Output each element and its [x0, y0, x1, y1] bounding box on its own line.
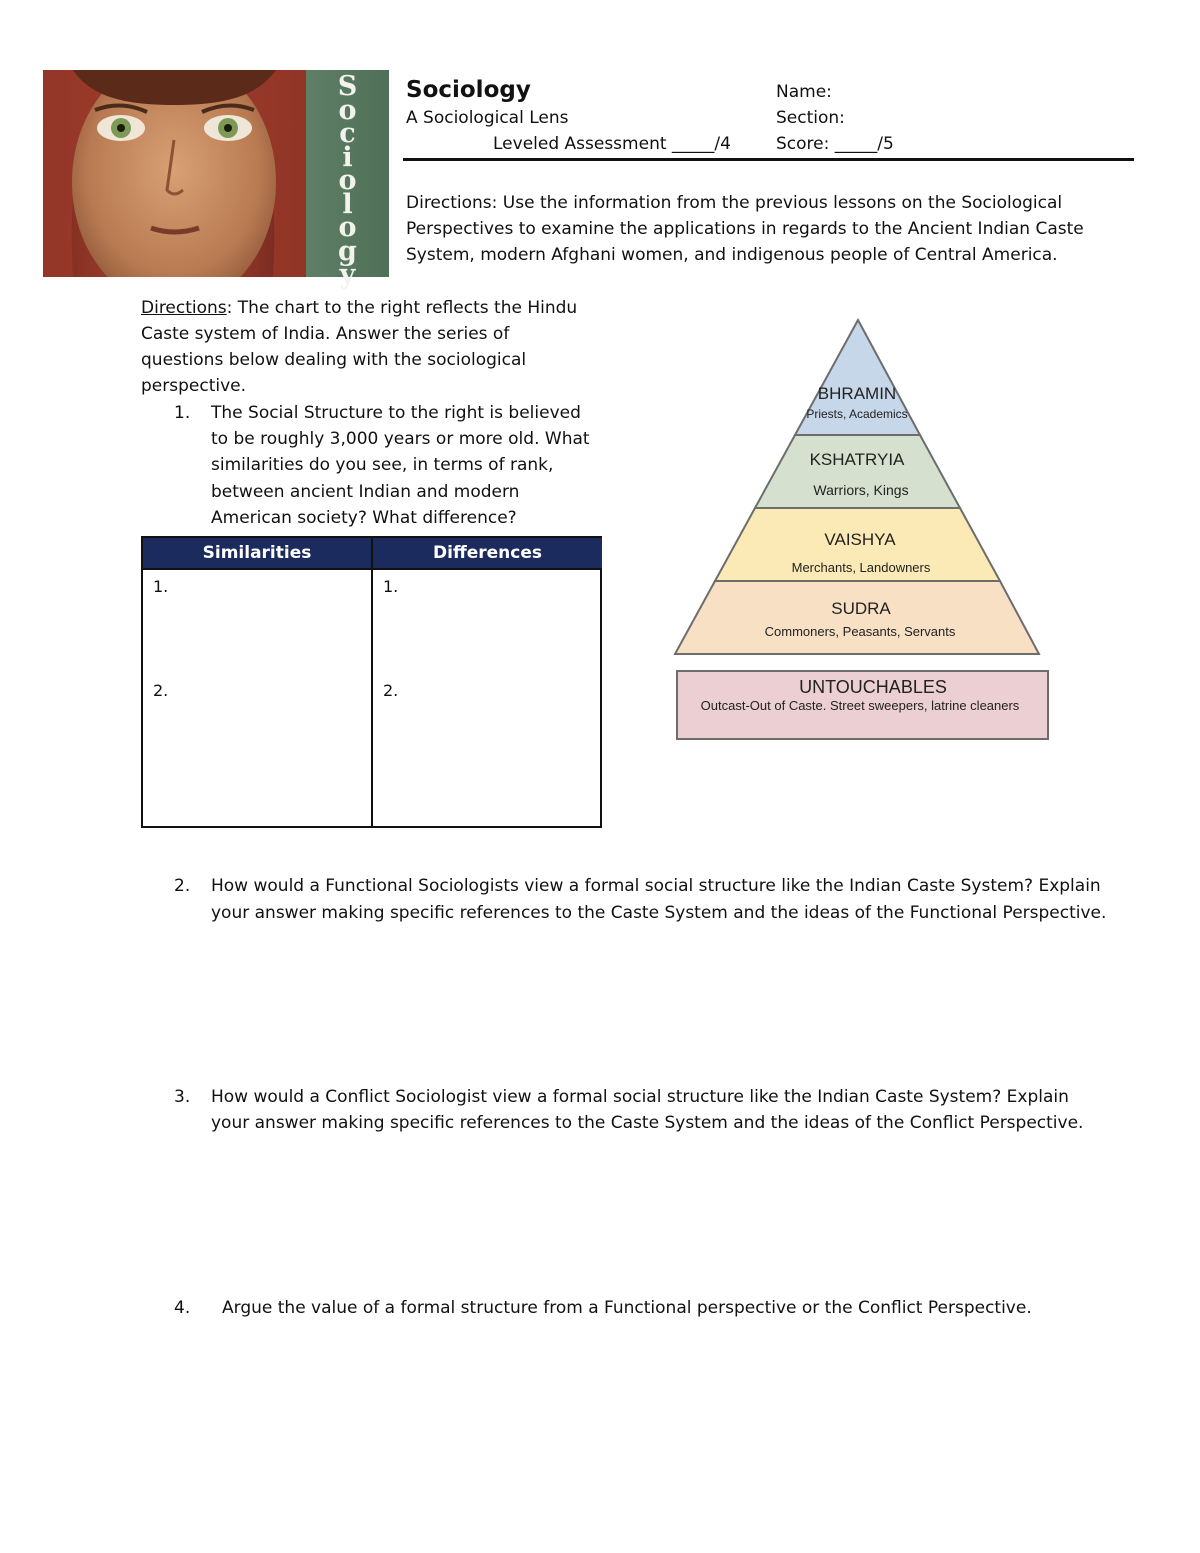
sociology-banner — [306, 70, 389, 290]
assessment-label: Leveled Assessment _____/4 — [493, 134, 731, 154]
banner-letter: c — [339, 118, 356, 149]
chart-directions — [141, 295, 596, 399]
table-column-divider — [371, 538, 373, 826]
directions-text: : The chart to the right reflects the Hindu Caste system of India. Answer the series of questions below dealing with the sociological perspective. — [141, 298, 578, 396]
kshatryia-name: KSHATRYIA — [809, 450, 905, 469]
sudra-name: SUDRA — [831, 599, 891, 618]
sudra-desc: Commoners, Peasants, Servants — [764, 624, 956, 639]
name-label: Name: — [776, 82, 832, 102]
banner-letter: S — [337, 71, 358, 102]
question-4-number: 4. — [174, 1298, 191, 1318]
section-label: Section: — [776, 108, 845, 128]
question-2-number: 2. — [174, 876, 191, 896]
similarities-header: Similarities — [143, 538, 371, 568]
caste-pyramid — [660, 310, 1060, 750]
question-3-line-1: How would a Conflict Sociologist view a formal social structure like the Indian Caste System? Explain — [211, 1087, 1069, 1107]
directions-label: Directions — [141, 298, 227, 318]
main-directions: Directions: Use the information from the previous lessons on the Sociological Perspectives to examine the applications in regards to the Ancient Indian Caste System, modern Afghani women, and indigenous people of Central America. — [406, 193, 1084, 265]
question-3-number: 3. — [174, 1087, 191, 1107]
score-label: Score: _____/5 — [776, 134, 894, 154]
banner-letter: o — [338, 212, 357, 243]
differences-header: Differences — [373, 538, 602, 568]
page-subtitle: A Sociological Lens — [406, 108, 569, 128]
comparison-table — [141, 536, 602, 828]
question-1-text: The Social Structure to the right is believed to be roughly 3,000 years or more old. What similarities do you see, in terms of rank, between ancient Indian and modern American society? What difference? — [211, 403, 590, 528]
bhramin-desc: Priests, Academics — [806, 407, 908, 421]
vaishya-name: VAISHYA — [824, 530, 896, 549]
question-3-line-2: your answer making specific references to the Caste System and the ideas of the Conflict Perspective. — [211, 1113, 1084, 1133]
question-2-line-1: How would a Functional Sociologists view a formal social structure like the Indian Caste System? Explain — [211, 876, 1101, 896]
difference-2[interactable]: 2. — [383, 681, 399, 700]
banner-letter: o — [338, 94, 357, 126]
banner-letter: o — [338, 165, 357, 196]
untouchables-name: UNTOUCHABLES — [799, 677, 947, 697]
kshatryia-desc: Warriors, Kings — [813, 482, 909, 498]
similarity-2[interactable]: 2. — [153, 681, 169, 700]
banner-letter: l — [342, 188, 353, 220]
banner-letter: y — [339, 259, 356, 290]
question-1-number: 1. — [174, 403, 191, 423]
banner-letter: g — [338, 235, 357, 267]
difference-1[interactable]: 1. — [383, 577, 399, 596]
header-divider — [403, 158, 1134, 161]
question-4-text: Argue the value of a formal structure from a Functional perspective or the Conflict Perspective. — [222, 1298, 1032, 1318]
untouchables-desc: Outcast-Out of Caste. Street sweepers, latrine cleaners — [700, 698, 1020, 713]
header-photo — [43, 70, 306, 277]
banner-letter: i — [342, 141, 353, 173]
bhramin-name: BHRAMIN — [817, 384, 897, 403]
question-2-line-2: your answer making specific references to the Caste System and the ideas of the Functional Perspective. — [211, 903, 1107, 923]
page-title: Sociology — [406, 77, 531, 103]
vaishya-desc: Merchants, Landowners — [791, 560, 931, 575]
similarity-1[interactable]: 1. — [153, 577, 169, 596]
